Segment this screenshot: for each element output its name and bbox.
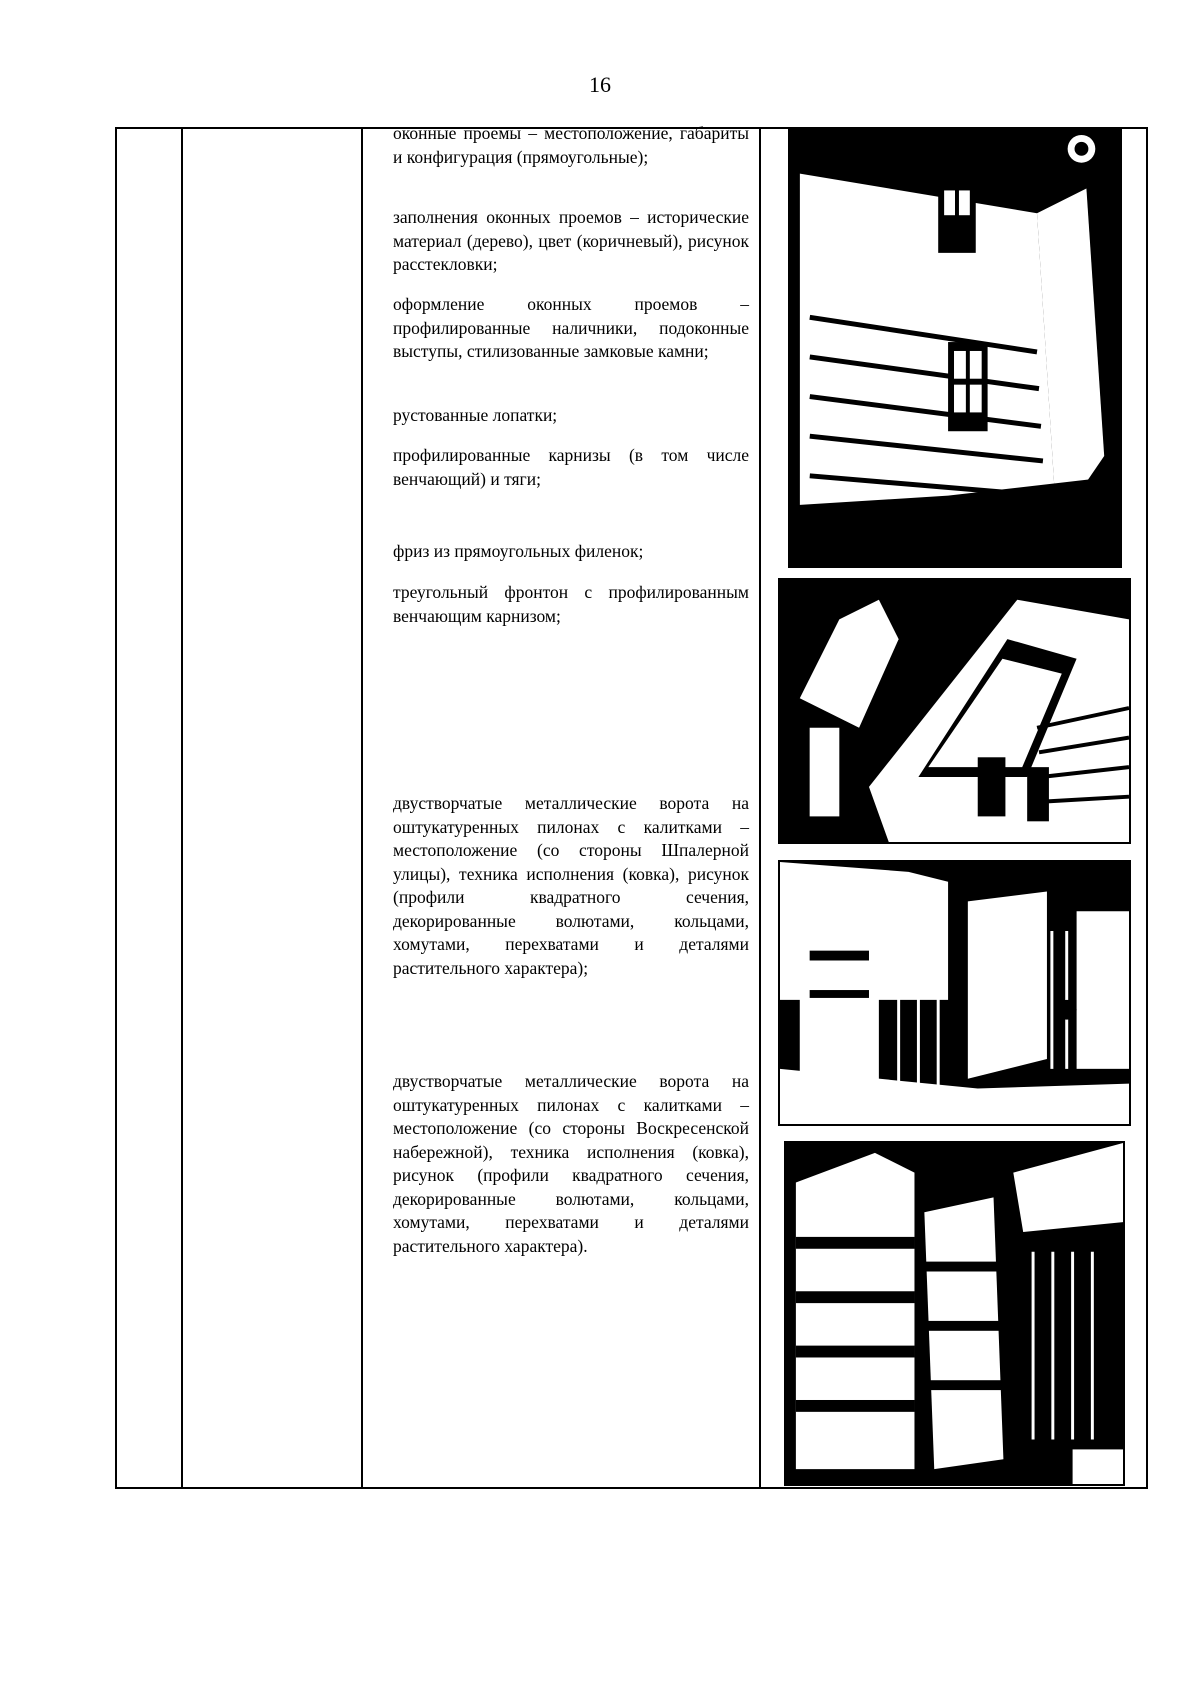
feature-pediment: треугольный фронтон с профилированным венчающим карнизом; <box>393 582 749 626</box>
feature-gates-shpalernaya: двустворчатые металлические ворота на оштукатуренных пилонах с калитками – местоположение (со стороны Шпалерной улицы), техника исполнения (ковка), рисунок (профили квадратного сечения, декорированные волютами, кольцами, хомутами, перехватами и деталями растительного характера); <box>393 793 749 978</box>
feature-window-fillings: заполнения оконных проемов – исторические материал (дерево), цвет (коричневый), рисунок расстекловки; <box>393 207 749 274</box>
facade-windows-photo <box>788 127 1122 568</box>
feature-window-decoration: оформление оконных проемов – профилированные наличники, подоконные выступы, стилизованные замковые камни; <box>393 294 749 361</box>
feature-window-openings: оконные проемы – местоположение, габариты и конфигурация (прямоугольные); <box>393 123 749 167</box>
features-table <box>115 123 1148 1489</box>
column-divider <box>759 129 761 1487</box>
pediment-photo <box>778 578 1131 844</box>
feature-frieze: фриз из прямоугольных филенок; <box>393 541 644 561</box>
column-divider <box>181 129 183 1487</box>
column-divider <box>361 129 363 1487</box>
feature-gates-voskresenskaya: двустворчатые металлические ворота на оштукатуренных пилонах с калитками – местоположение (со стороны Воскресенской набережной), техника исполнения (ковка), рисунок (профили квадратного сечения, декорированные волютами, кольцами, хомутами, перехватами и деталями растительного характера). <box>393 1071 749 1256</box>
feature-cornices: профилированные карнизы (в том числе венчающий) и тяги; <box>393 445 749 489</box>
gates-voskresenskaya-photo <box>784 1141 1125 1486</box>
feature-pilasters: рустованные лопатки; <box>393 405 558 425</box>
gates-shpalernaya-photo <box>778 860 1131 1126</box>
page-number: 16 <box>589 72 611 97</box>
